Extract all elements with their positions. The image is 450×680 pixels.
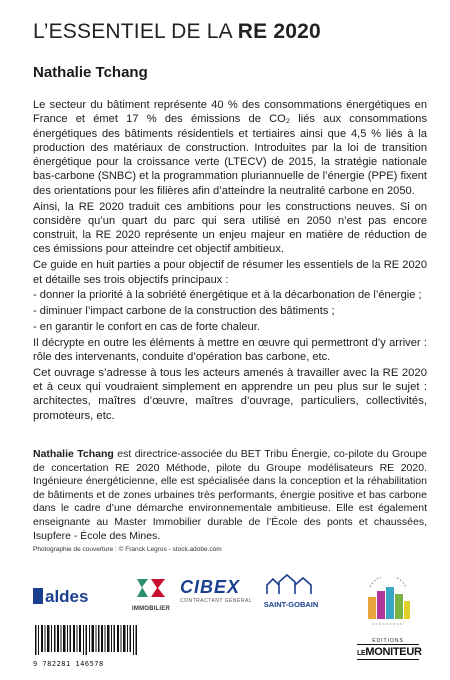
cibex-label: CIBEX — [180, 577, 241, 597]
author-bio — [33, 448, 427, 543]
title-bold: RE 2020 — [237, 20, 321, 43]
publisher-editions: ÉDITIONS — [372, 638, 404, 644]
partner-logos — [0, 565, 450, 680]
publisher-name-le: LE — [357, 650, 366, 657]
saint-gobain-building-icon — [263, 573, 319, 595]
book-title — [33, 20, 321, 44]
aldes-mark-icon — [33, 588, 43, 604]
plan-batiment-durable-badge — [362, 577, 414, 629]
objective-1: - donner la priorité à la sobriété énergétique et à la décarbonation de l’énergie ; — [33, 289, 422, 302]
isbn-barcode — [33, 625, 141, 668]
author-name: Nathalie Tchang — [33, 64, 148, 81]
publisher-name — [357, 644, 422, 660]
paragraph-3: Ce guide en huit parties a pour objectif de résumer les essentiels de la RE 2020 et détaille ses trois objectifs principaux : — [33, 259, 427, 286]
credit-agricole-logo — [128, 575, 174, 612]
aldes-label: aldes — [45, 587, 89, 606]
cibex-logo — [180, 577, 252, 604]
aldes-logo — [33, 587, 88, 607]
paragraph-5: Cet ouvrage s’adresse à tous les acteurs amenés à travailler avec la RE 2020 et à ceux qui voudraient simplement en apprendre un peu plus sur le sujet : architectes, maîtres d’œuvre, maîtres d’ouvrage, particuliers, collectivités, promoteurs, etc. — [33, 366, 427, 422]
cibex-sub: CONTRACTANT GÉNÉRAL — [180, 598, 253, 604]
paragraph-1: Le secteur du bâtiment représente 40 % des consommations énergétiques en France et émet 17 % des émissions de CO₂ liés aux consommations énergétiques des bâtiments résidentiels et tertiaires ainsi que 4,5 % liés à la production des matériaux de construction. Introduites par la loi de transition énergétique pour la croissance verte (LTECV) de 2015, la stratégie nationale bas-carbone (SNBC) et la programmation pluriannuelle de l’énergie (PPE) fixent des orientations pour les filières afin d’atteindre la neutralité carbone en 2050. — [33, 99, 427, 197]
objective-2: - diminuer l’impact carbone de la construction des bâtiments ; — [33, 305, 335, 318]
bio-text: est directrice-associée du BET Tribu Énergie, co-pilote du Groupe de concertation RE 2020 Méthode, pilote du Groupe modélisateurs RE 2020. Ingénieure énergéticienne, elle est spécialisée dans la conception et la réhabilitation de bâtiments et de zones urbaines très performants, énergie positive et bas carbone dans le cadre d’une démarche environnementale ambitieuse. Elle est également enseignante au Master Immobilier durable de l’École des ponts et chaussées, Isupfere - École des Mines. — [33, 448, 428, 542]
plan-batiment-durable-icon — [362, 577, 414, 629]
objective-3: - en garantir le confort en cas de forte chaleur. — [33, 320, 260, 333]
saint-gobain-logo — [258, 573, 324, 609]
photo-credit: Photographie de couverture : © Franck Legros - stock.adobe.com — [33, 546, 222, 553]
isbn-number: 9 782281 146578 — [33, 660, 104, 668]
publisher-name-main: MONITEUR — [365, 646, 422, 658]
title-prefix: L’ESSENTIEL DE LA — [33, 20, 238, 43]
saint-gobain-label: SAINT-GOBAIN — [263, 600, 319, 609]
ca-label: IMMOBILIER — [132, 606, 170, 612]
credit-agricole-icon — [134, 575, 168, 601]
publisher-logo — [357, 638, 422, 660]
paragraph-2: Ainsi, la RE 2020 traduit ces ambitions pour les constructions neuves. Si on considère qu’un quart du parc qui sera utilisé en 2050 n’est pas encore construit, la RE 2020 représente un enjeu majeur en matière de réduction de ces émissions pour atteindre cet objectif ambitieux. — [33, 200, 427, 256]
bio-name: Nathalie Tchang — [33, 448, 114, 460]
paragraph-4: Il décrypte en outre les éléments à mettre en œuvre qui permettront d’y arriver : rôle des intervenants, conduite d’opération bas carbone, etc. — [33, 336, 427, 364]
summary-text — [33, 98, 427, 425]
barcode-icon — [33, 625, 141, 655]
